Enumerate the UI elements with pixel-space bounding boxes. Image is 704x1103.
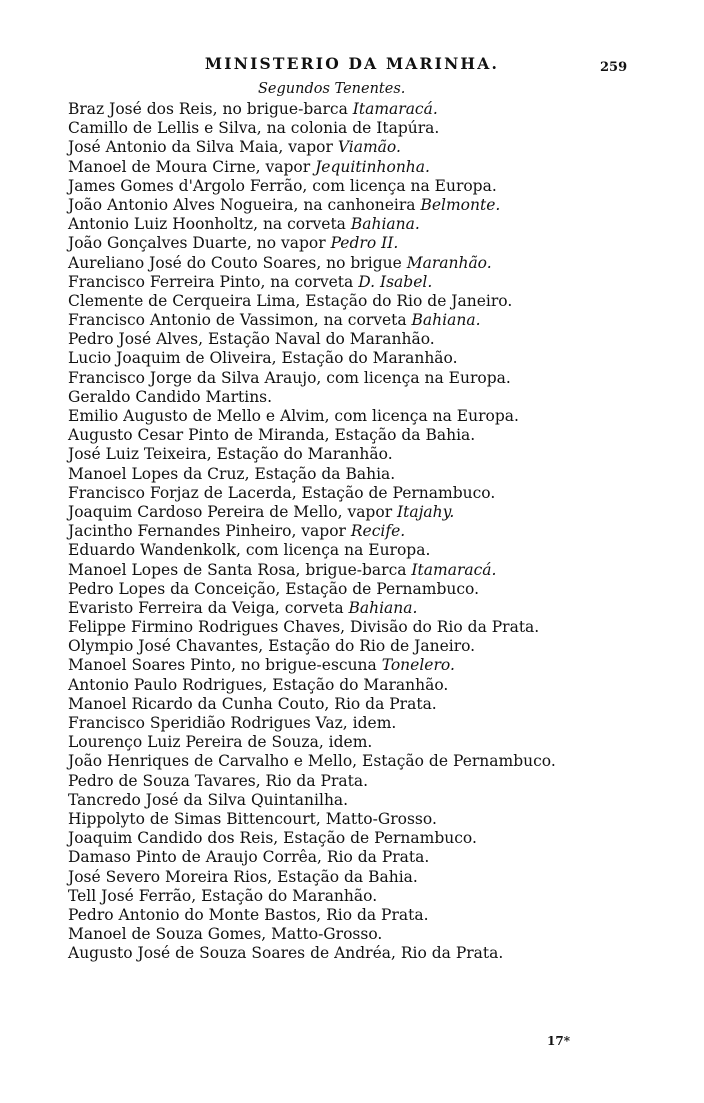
list-item <box>68 445 688 464</box>
entry-text: Pedro Lopes da Conceição, Estação de Pernambuco. <box>68 579 480 598</box>
entry-text: Geraldo Candido Martins. <box>68 387 273 406</box>
list-item <box>68 656 688 675</box>
list-item <box>68 426 688 445</box>
entry-text: Francisco Jorge da Silva Araujo, com licença na Europa. <box>68 368 511 387</box>
entry-text: Lourenço Luiz Pereira de Souza, idem. <box>68 733 373 752</box>
page-number: 259 <box>600 60 628 75</box>
list-item <box>68 868 688 887</box>
list-item <box>68 772 688 791</box>
entry-text: João Gonçalves Duarte, no vapor <box>68 234 331 253</box>
list-item <box>68 925 688 944</box>
entry-text: João Henriques de Carvalho e Mello, Estação de Pernambuco. <box>68 752 556 771</box>
entry-text: João Antonio Alves Nogueira, na canhoneira <box>68 195 421 214</box>
list-item <box>68 752 688 771</box>
vessel-name: Bahiana. <box>411 311 481 330</box>
list-item <box>68 580 688 599</box>
list-item <box>68 388 688 407</box>
entry-text: Manoel de Moura Cirne, vapor <box>68 157 316 176</box>
entry-text: José Luiz Teixeira, Estação do Maranhão. <box>68 445 393 464</box>
entry-text: Lucio Joaquim de Oliveira, Estação do Maranhão. <box>68 349 458 368</box>
entry-text: Emilio Augusto de Mello e Alvim, com licença na Europa. <box>68 407 519 425</box>
entry-text: Camillo de Lellis e Silva, na colonia de Itapúra. <box>68 119 440 138</box>
entry-text: Damaso Pinto de Araujo Corrêa, Rio da Prata. <box>68 848 430 867</box>
list-item <box>68 273 688 292</box>
vessel-name: Bahiana. <box>348 598 418 617</box>
list-item <box>68 561 688 580</box>
entry-text: Manoel Lopes da Cruz, Estação da Bahia. <box>68 464 396 483</box>
entry-text: Joaquim Candido dos Reis, Estação de Pernambuco. <box>68 829 477 848</box>
vessel-name: Belmonte. <box>420 195 501 214</box>
list-item <box>68 177 688 196</box>
list-item <box>68 100 688 119</box>
vessel-name: Bahiana. <box>350 215 420 234</box>
list-item <box>68 829 688 848</box>
list-item <box>68 906 688 925</box>
list-item <box>68 138 688 157</box>
list-item <box>68 119 688 138</box>
list-item <box>68 254 688 273</box>
list-item <box>68 522 688 541</box>
entry-text: Jacintho Fernandes Pinheiro, vapor <box>68 522 351 541</box>
list-item <box>68 234 688 253</box>
list-item <box>68 637 688 656</box>
list-item <box>68 484 688 503</box>
list-item <box>68 944 688 963</box>
list-item <box>68 848 688 867</box>
list-item <box>68 503 688 522</box>
entry-text: Manoel Lopes de Santa Rosa, brigue-barca <box>68 560 412 579</box>
vessel-name: Tonelero. <box>381 656 455 675</box>
entry-text: Manoel Ricardo da Cunha Couto, Rio da Prata. <box>68 694 437 713</box>
list-item <box>68 733 688 752</box>
officer-list <box>68 100 688 963</box>
list-item <box>68 714 688 733</box>
list-item <box>68 292 688 311</box>
list-item <box>68 810 688 829</box>
list-item <box>68 196 688 215</box>
entry-text: Evaristo Ferreira da Veiga, corveta <box>68 598 349 617</box>
entry-text: Francisco Forjaz de Lacerda, Estação de Pernambuco. <box>68 483 496 502</box>
entry-text: Tancredo José da Silva Quintanilha. <box>68 790 349 809</box>
entry-text: James Gomes d'Argolo Ferrão, com licença na Europa. <box>68 176 497 195</box>
list-item <box>68 215 688 234</box>
vessel-name: Pedro II. <box>330 234 399 253</box>
vessel-name: Maranhão. <box>406 253 492 272</box>
entry-text: Francisco Ferreira Pinto, na corveta <box>68 272 359 291</box>
list-item <box>68 599 688 618</box>
list-item <box>68 349 688 368</box>
list-item <box>68 330 688 349</box>
list-item <box>68 695 688 714</box>
list-item <box>68 618 688 637</box>
entry-text: Augusto Cesar Pinto de Miranda, Estação da Bahia. <box>68 426 476 445</box>
vessel-name: Recife. <box>350 522 406 541</box>
entry-text: Manoel Soares Pinto, no brigue-escuna <box>68 656 382 675</box>
entry-text: Pedro de Souza Tavares, Rio da Prata. <box>68 771 369 790</box>
section-subtitle: Segundos Tenentes. <box>258 81 406 97</box>
list-item <box>68 465 688 484</box>
entry-text: Manoel de Souza Gomes, Matto-Grosso. <box>68 925 383 944</box>
entry-text: José Antonio da Silva Maia, vapor <box>68 138 338 157</box>
entry-text: José Severo Moreira Rios, Estação da Bahia. <box>68 867 418 886</box>
vessel-name: D. Isabel. <box>358 272 433 291</box>
signature-mark: 17* <box>547 1034 570 1048</box>
entry-text: Eduardo Wandenkolk, com licença na Europa. <box>68 541 431 560</box>
page-title: MINISTERIO DA MARINHA. <box>204 54 500 73</box>
list-item <box>68 887 688 906</box>
entry-text: Joaquim Cardoso Pereira de Mello, vapor <box>68 502 398 521</box>
vessel-name: Jequitinhonha. <box>315 157 430 176</box>
entry-text: Olympio José Chavantes, Estação do Rio de Janeiro. <box>68 637 476 656</box>
entry-text: Pedro Antonio do Monte Bastos, Rio da Prata. <box>68 905 429 924</box>
list-item <box>68 407 688 426</box>
list-item <box>68 311 688 330</box>
entry-text: Clemente de Cerqueira Lima, Estação do Rio de Janeiro. <box>68 291 513 310</box>
entry-text: Antonio Paulo Rodrigues, Estação do Maranhão. <box>68 675 449 694</box>
entry-text: Pedro José Alves, Estação Naval do Maranhão. <box>68 330 435 349</box>
entry-text: Antonio Luiz Hoonholtz, na corveta <box>68 215 351 234</box>
entry-text: Augusto José de Souza Soares de Andréa, Rio da Prata. <box>68 944 504 963</box>
vessel-name: Itamaracá. <box>352 100 438 118</box>
entry-text: Aureliano José do Couto Soares, no brigue <box>68 253 407 272</box>
entry-text: Felippe Firmino Rodrigues Chaves, Divisão do Rio da Prata. <box>68 618 540 637</box>
list-item <box>68 541 688 560</box>
entry-text: Francisco Antonio de Vassimon, na corveta <box>68 311 412 330</box>
entry-text: Tell José Ferrão, Estação do Maranhão. <box>68 886 378 905</box>
vessel-name: Itajahy. <box>397 502 455 521</box>
list-item <box>68 676 688 695</box>
vessel-name: Viamão. <box>337 138 401 157</box>
vessel-name: Itamaracá. <box>411 560 497 579</box>
entry-text: Braz José dos Reis, no brigue-barca <box>68 100 353 118</box>
list-item <box>68 158 688 177</box>
entry-text: Francisco Speridião Rodrigues Vaz, idem. <box>68 714 397 732</box>
entry-text: Hippolyto de Simas Bittencourt, Matto-Grosso. <box>68 809 437 828</box>
list-item <box>68 791 688 810</box>
list-item <box>68 369 688 388</box>
